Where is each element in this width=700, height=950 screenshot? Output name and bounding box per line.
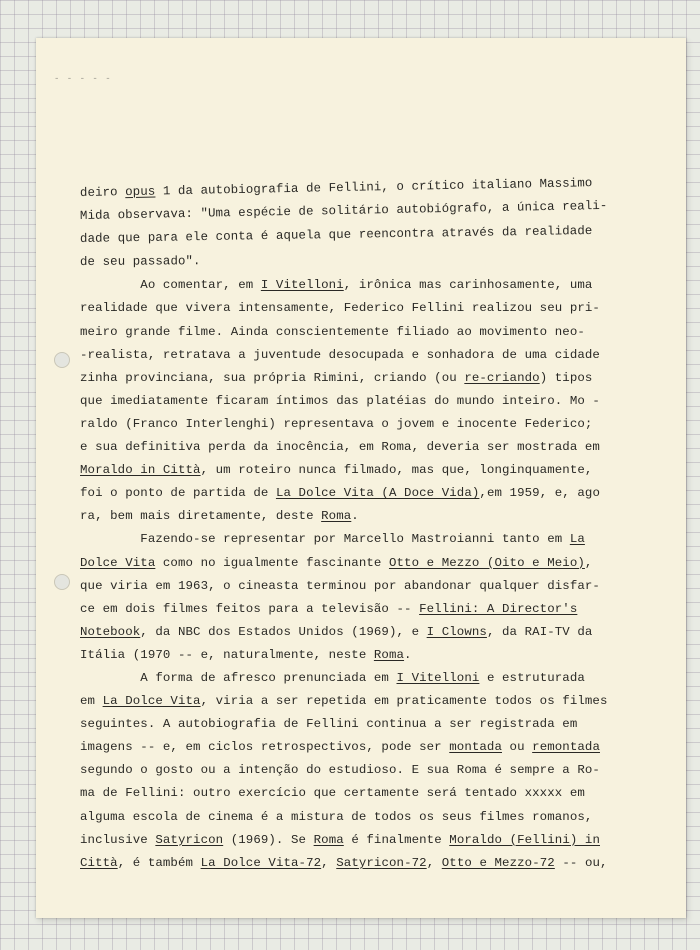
- text-line: [80, 782, 600, 805]
- text-segment: como no igualmente fascinante: [155, 555, 389, 570]
- text-segment: imagens -- e, em ciclos retrospectivos, pode ser: [80, 740, 450, 755]
- text-segment: ,: [321, 855, 337, 870]
- text-segment: ) tipos: [539, 370, 593, 385]
- text-segment: ,: [426, 855, 442, 870]
- text-segment: 1 da autobiografia de Fellini, o crítico italiano Massimo: [155, 176, 593, 199]
- text-segment: segundo o gosto ou a intenção do estudioso. E sua Roma é sempre a Ro-: [80, 763, 600, 778]
- text-line: [80, 552, 600, 575]
- text-segment: , um roteiro nunca filmado, mas que, longinquamente,: [200, 463, 593, 478]
- text-line: [80, 413, 600, 436]
- text-line: [80, 528, 600, 551]
- text-segment: ma de Fellini: outro exercício que certamente será tentado xxxxx em: [80, 786, 585, 801]
- text-segment: que viria em 1963, o cineasta terminou por abandonar qualquer disfar-: [80, 578, 600, 593]
- text-segment: dade que para ele conta é aquela que reencontra através da realidade: [79, 224, 593, 247]
- text-segment: -- ou,: [554, 855, 608, 870]
- underlined-title: Satyricon-72: [336, 855, 427, 870]
- text-segment: inclusive: [80, 832, 156, 847]
- text-line: [80, 482, 600, 505]
- text-segment: foi o ponto de partida de: [80, 486, 276, 501]
- corner-mark: - - - - -: [54, 74, 112, 84]
- text-line: [80, 390, 600, 413]
- text-line: [80, 248, 600, 275]
- underlined-title: Città: [80, 855, 118, 870]
- underlined-title: I Vitelloni: [396, 670, 480, 685]
- underlined-title: Dolce Vita: [80, 555, 156, 570]
- text-segment: , da NBC dos Estados Unidos (1969), e: [140, 624, 427, 639]
- text-segment: de seu passado".: [79, 254, 201, 270]
- underlined-title: La Dolce Vita-72: [200, 855, 322, 870]
- punch-hole-top: [54, 352, 70, 368]
- document-body: [79, 176, 608, 875]
- text-segment: deiro: [79, 185, 126, 200]
- text-segment: , da RAI-TV da: [486, 624, 593, 639]
- underlined-title: La Dolce Vita (A Doce Vida): [275, 486, 480, 501]
- text-line: [80, 367, 600, 390]
- text-line: [80, 736, 600, 759]
- text-line: [80, 505, 600, 528]
- text-segment: alguma escola de cinema é a mistura de todos os seus filmes romanos,: [80, 809, 593, 824]
- underlined-title: Moraldo (Fellini) in: [449, 832, 600, 847]
- text-segment: é finalmente: [343, 832, 450, 847]
- underlined-title: I Clowns: [426, 624, 487, 639]
- underlined-title: remontada: [532, 740, 600, 755]
- text-segment: , irônica mas carinhosamente, uma: [343, 278, 593, 293]
- underlined-title: Roma: [313, 832, 344, 847]
- underlined-title: montada: [449, 740, 502, 755]
- underlined-title: Moraldo in Città: [80, 463, 201, 478]
- text-line: [80, 436, 600, 459]
- text-segment: -realista, retratava a juventude desocupada e sonhadora de uma cidade: [80, 347, 600, 362]
- text-segment: zinha provinciana, sua própria Rimini, criando (ou: [80, 370, 465, 385]
- text-segment: meiro grande filme. Ainda conscientemente filiado ao movimento neo-: [80, 324, 585, 339]
- text-segment: Ao comentar, em: [80, 278, 261, 293]
- text-segment: raldo (Franco Interlenghi) representava o jovem e inocente Federico;: [80, 416, 593, 431]
- text-segment: .: [351, 509, 359, 524]
- text-segment: que imediatamente ficaram íntimos das platéias do mundo inteiro. Mo -: [80, 393, 600, 408]
- text-segment: em: [80, 694, 103, 709]
- text-segment: e sua definitiva perda da inocência, em Roma, deveria ser mostrada em: [80, 440, 600, 455]
- text-segment: , viria a ser repetida em praticamente todos os filmes: [200, 694, 608, 709]
- text-line: [80, 459, 600, 482]
- underlined-title: re-criando: [464, 370, 540, 385]
- text-segment: Fazendo-se representar por Marcello Mastroianni tanto em: [80, 532, 570, 547]
- text-segment: ,em 1959, e, ago: [479, 486, 600, 501]
- text-segment: (1969). Se: [223, 832, 314, 847]
- text-segment: e estruturada: [479, 670, 585, 685]
- text-line: [80, 667, 600, 690]
- underlined-title: opus: [125, 184, 156, 200]
- underlined-title: I Vitelloni: [260, 278, 344, 293]
- text-segment: realidade que vivera intensamente, Federico Fellini realizou seu pri-: [80, 301, 600, 316]
- underlined-title: Otto e Mezzo (Oito e Meio): [388, 555, 585, 570]
- text-segment: ce em dois filmes feitos para a televisão --: [80, 601, 420, 616]
- text-segment: seguintes. A autobiografia de Fellini continua a ser registrada em: [80, 717, 578, 732]
- text-segment: ra, bem mais diretamente, deste: [80, 509, 322, 524]
- text-line: [80, 621, 600, 644]
- text-line: [80, 644, 600, 667]
- text-line: [80, 690, 608, 713]
- text-segment: A forma de afresco prenunciada em: [80, 670, 397, 685]
- text-segment: Mida observava: "Uma espécie de solitário autobiógrafo, a única reali-: [79, 198, 608, 224]
- underlined-title: La: [569, 532, 585, 547]
- text-line: [80, 759, 600, 782]
- underlined-title: Roma: [373, 647, 405, 662]
- underlined-title: Otto e Mezzo-72: [441, 855, 555, 870]
- text-segment: ,: [584, 555, 593, 570]
- text-line: [80, 713, 600, 736]
- text-segment: , é também: [117, 855, 201, 870]
- text-line: [80, 274, 600, 297]
- text-line: [80, 598, 600, 621]
- underlined-title: Roma: [321, 509, 352, 524]
- text-line: [80, 575, 600, 598]
- text-line: [80, 321, 600, 344]
- punch-hole-bottom: [54, 574, 70, 590]
- underlined-title: La Dolce Vita: [102, 694, 201, 709]
- text-line: [80, 852, 608, 875]
- text-segment: Itália (1970 -- e, naturalmente, neste: [80, 647, 374, 662]
- underlined-title: Fellini: A Director's: [419, 601, 578, 616]
- text-segment: .: [404, 647, 412, 662]
- underlined-title: Notebook: [80, 624, 141, 639]
- text-line: [80, 806, 600, 829]
- text-line: [80, 829, 600, 852]
- text-segment: ou: [502, 740, 533, 755]
- text-line: [80, 344, 600, 367]
- text-line: [80, 297, 600, 320]
- underlined-title: Satyricon: [155, 832, 224, 847]
